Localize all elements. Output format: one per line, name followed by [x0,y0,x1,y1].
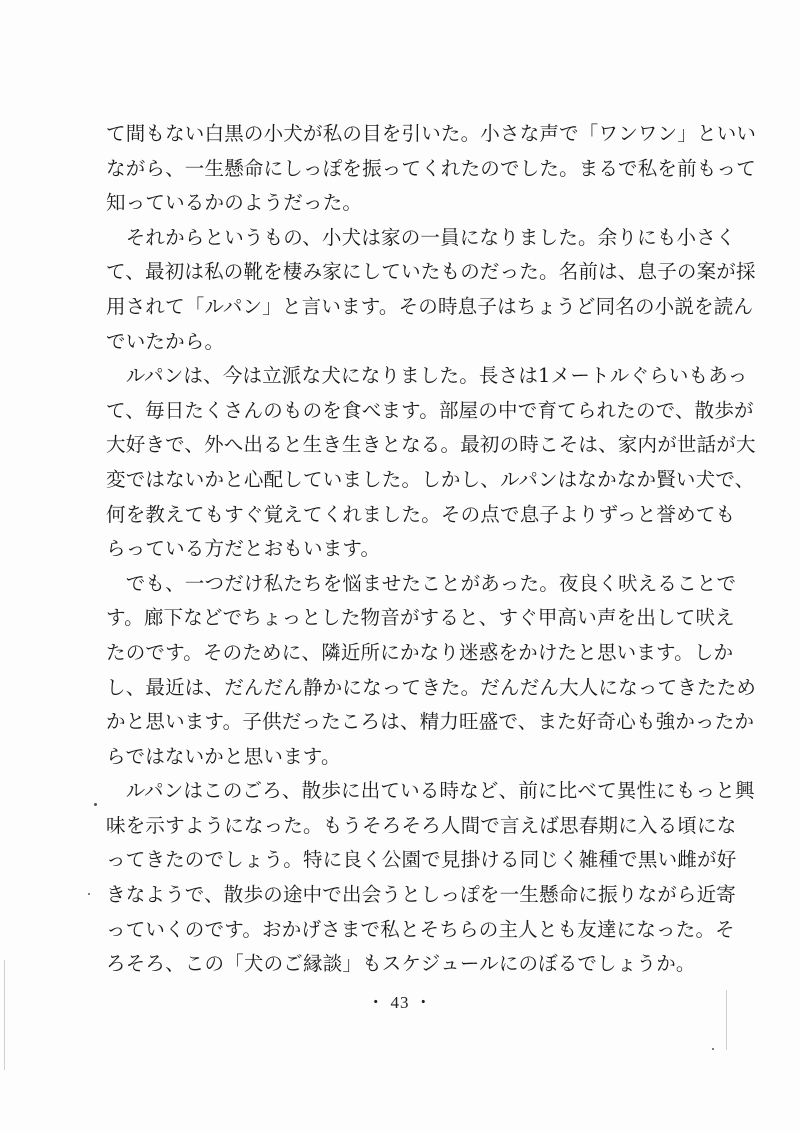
text-line: 大好きで、外へ出ると生き生きとなる。最初の時こそは、家内が世話が大 [106,433,756,457]
scan-edge-line [726,990,727,1050]
text-line: でいたから。 [106,329,225,353]
text-line: らっている方だとおもいます。 [106,537,381,561]
text-line: 用されて「ルパン」と言います。その時息子はちょうど同名の小説を読ん [106,294,754,318]
text-line: ルパンは、今は立派な犬になりました。長さは1メートルぐらいもあっ [106,364,748,388]
text-line: 変ではないかと心配していました。しかし、ルパンはなかなか賢い犬で、 [106,467,755,491]
text-line: かと思います。子供だったころは、精力旺盛で、また好奇心も強かったか [106,710,755,734]
text-line: 知っているかのようだった。 [106,191,363,215]
text-line: それからというもの、小犬は家の一員になりました。余りにも小さく [106,225,736,249]
text-line: す。廊下などでちょっとした物音がすると、すぐ甲高い声を出して吠え [106,606,735,630]
scan-edge-line [4,960,5,1070]
text-line: ろそろ、この「犬のご縁談」もスケジュールにのぼるでしょうか。 [106,952,696,976]
text-line: て、毎日たくさんのものを食べます。部屋の中で育てられたので、散歩が [106,398,754,422]
text-line: し、最近は、だんだん静かになってきた。だんだん大人になってきたため [106,675,757,699]
scan-speck [94,803,97,806]
text-line: ルパンはこのごろ、散歩に出ている時など、前に比べて異性にもっと興 [106,779,755,803]
body-text [106,117,757,982]
text-line: 何を教えてもすぐ覚えてくれました。その点で息子よりずっと誉めても [106,502,736,526]
text-line: ながら、一生懸命にしっぽを振ってくれたのでした。まるで私を前もって [106,156,756,180]
page-number: ・ 43 ・ [367,993,433,1012]
scan-speck [88,893,90,895]
text-line: 味を示すようになった。もうそろそろ人間で言えば思春期に入る頃にな [106,813,737,837]
text-line: きなようで、散歩の途中で出会うとしっぽを一生懸命に振りながら近寄 [106,883,737,907]
text-line: て間もない白黒の小犬が私の目を引いた。小さな声で「ワンワン」といい [106,122,757,145]
text-line: て、最初は私の靴を棲み家にしていたものだった。名前は、息子の案が採 [106,260,756,284]
scan-speck [712,1048,714,1050]
text-line: たのです。そのために、隣近所にかなり迷惑をかけたと思います。しか [106,640,734,664]
text-line: らではないかと思います。 [106,744,341,768]
text-line: でも、一つだけ私たちを悩ませたことがあった。夜良く吠えることで [106,571,737,595]
text-line: ってきたのでしょう。特に良く公園で見掛ける同じく雑種で黒い雌が好 [106,848,737,872]
text-line: っていくのです。おかげさまで私とそちらの主人とも友達になった。そ [106,917,735,941]
